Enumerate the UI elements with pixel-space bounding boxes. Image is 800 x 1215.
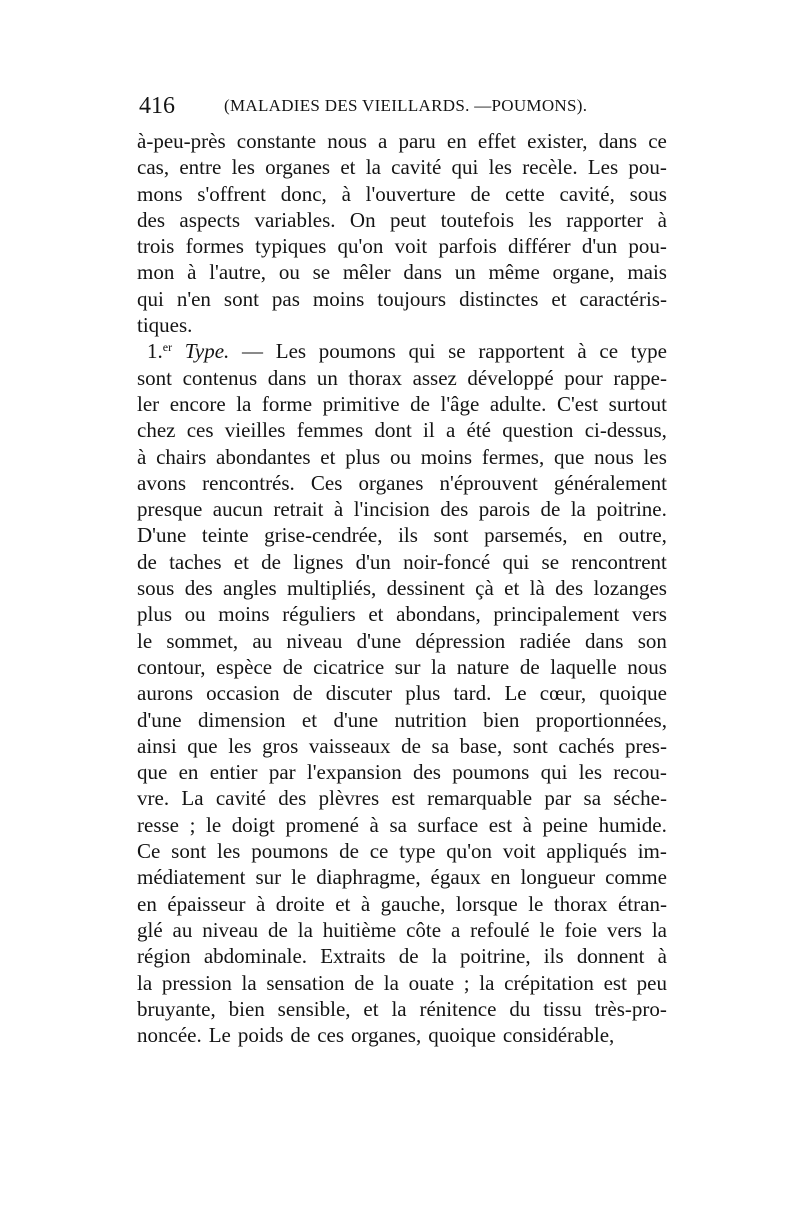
text-line: bruyante, bien sensible, et la rénitence du tissu très-pro- xyxy=(137,996,667,1021)
text-line: ler encore la forme primitive de l'âge adulte. C'est surtout xyxy=(137,391,667,416)
text-line: glé au niveau de la huitième côte a refoulé le foie vers la xyxy=(137,917,667,942)
text-line: région abdominale. Extraits de la poitrine, ils donnent à xyxy=(137,944,667,969)
running-head xyxy=(139,93,699,123)
page-number: 416 xyxy=(139,93,175,119)
text-line: contour, espèce de cicatrice sur la nature de laquelle nous xyxy=(137,654,667,679)
text-line: mons s'offrent donc, à l'ouverture de cette cavité, sous xyxy=(137,181,667,206)
text-line: trois formes typiques qu'on voit parfois différer d'un pou- xyxy=(137,234,667,259)
text-line: à-peu-près constante nous a paru en effet exister, dans ce xyxy=(137,129,667,153)
text-line: plus ou moins réguliers et abondans, principalement vers xyxy=(137,602,667,627)
text-line: que en entier par l'expansion des poumons qui les recou- xyxy=(137,760,667,785)
text-line: chez ces vieilles femmes dont il a été question ci-dessus, xyxy=(137,418,667,443)
text-line: des aspects variables. On peut toutefois les rapporter à xyxy=(137,207,667,232)
text-line: qui n'en sont pas moins toujours distinctes et caractéris- xyxy=(137,286,667,311)
text-line: Ce sont les poumons de ce type qu'on voit appliqués im- xyxy=(137,839,667,864)
text-line: sous des angles multipliés, dessinent çà et là des lozanges xyxy=(137,576,667,601)
text-line: presque aucun retrait à l'incision des parois de la poitrine. xyxy=(137,497,667,522)
text-line: mon à l'autre, ou se mêler dans un même organe, mais xyxy=(137,260,667,285)
text-line: à chairs abondantes et plus ou moins fermes, que nous les xyxy=(137,444,667,469)
text-line: en épaisseur à droite et à gauche, lorsque le thorax étran- xyxy=(137,891,667,916)
text-line: aurons occasion de discuter plus tard. Le cœur, quoique xyxy=(137,681,667,706)
text-line: de taches et de lignes d'un noir-foncé qui se rencontrent xyxy=(137,549,667,574)
text-line: 1.$^{er}$ Type. — Les poumons qui se rapportent à ce type xyxy=(147,339,667,364)
text-line: sont contenus dans un thorax assez développé pour rappe- xyxy=(137,365,667,390)
text-line: cas, entre les organes et la cavité qui les recèle. Les pou- xyxy=(137,155,667,180)
text-line: vre. La cavité des plèvres est remarquable par sa séche- xyxy=(137,786,667,811)
text-line: le sommet, au niveau d'une dépression radiée dans son xyxy=(137,628,667,653)
text-line: médiatement sur le diaphragme, égaux en longueur comme xyxy=(137,865,667,890)
text-line: avons rencontrés. Ces organes n'éprouvent généralement xyxy=(137,470,667,495)
text-line: la pression la sensation de la ouate ; la crépitation est peu xyxy=(137,970,667,995)
text-line: ainsi que les gros vaisseaux de sa base, sont cachés pres- xyxy=(137,733,667,758)
body-text xyxy=(137,128,667,1048)
running-title: (MALADIES DES VIEILLARDS. —POUMONS). xyxy=(224,96,588,115)
text-line: noncée. Le poids de ces organes, quoique considérable, xyxy=(137,1023,615,1048)
text-line: tiques. xyxy=(137,313,193,338)
text-line: d'une dimension et d'une nutrition bien proportionnées, xyxy=(137,707,667,732)
text-line: D'une teinte grise-cendrée, ils sont parsemés, en outre, xyxy=(137,523,667,548)
text-line: resse ; le doigt promené à sa surface est à peine humide. xyxy=(137,812,667,837)
